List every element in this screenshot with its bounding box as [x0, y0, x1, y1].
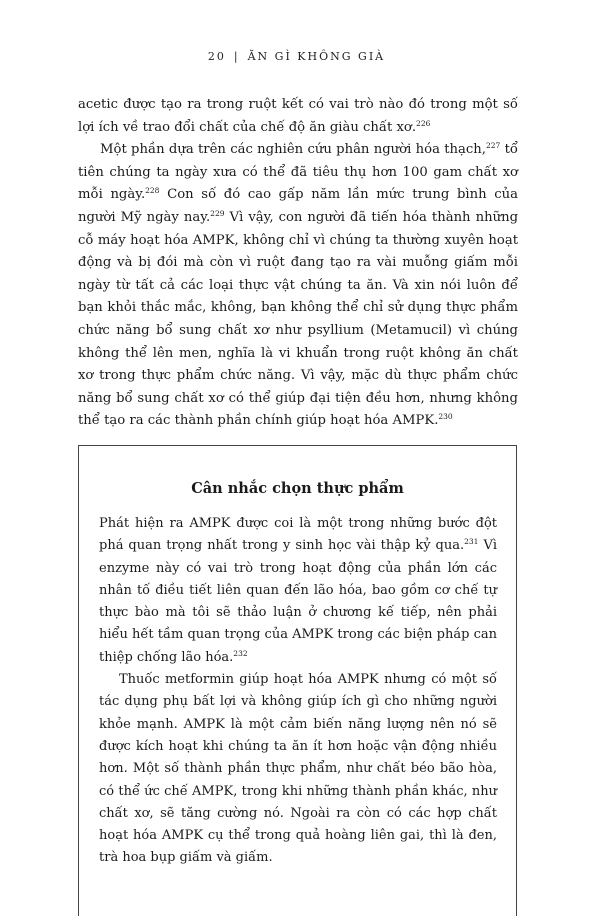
box-title: Cân nhắc chọn thực phẩm [191, 480, 404, 497]
header-separator: | [233, 50, 240, 63]
footnote-ref: 231 [464, 537, 479, 547]
paragraph-text: Con số đó cao gấp năm lần mức trung bình của người Mỹ ngày nay. [78, 187, 518, 225]
footnote-ref: 226 [416, 118, 431, 128]
paragraph-text: Một phần dựa trên các nghiên cứu phân người hóa thạch, [100, 142, 486, 158]
box-body [99, 513, 497, 870]
paragraph-text: Phát hiện ra AMPK được coi là một trong những bước đột phá quan trọng nhất trong y sinh học vài thập kỷ qua. [99, 516, 497, 554]
book-title: ĂN GÌ KHÔNG GIÀ [247, 50, 386, 63]
footnote-ref: 227 [485, 141, 501, 151]
paragraph [78, 94, 518, 139]
main-text [78, 94, 518, 433]
paragraph-text: Vì vậy, con người đã tiến hóa thành những cỗ máy hoạt hóa AMPK, không chỉ vì chúng ta thường xuyên hoạt động và bị đói mà còn vì ruột đang tạo ra vài muỗng giấm mỗi ngày từ tất cả các loại thực vật chúng ta ăn. Và xin nói luôn để bạn khỏi thắc mắc, không, bạn không thể chỉ sử dụng thực phẩm chức năng bổ sung chất xơ như psyllium (Metamucil) vì chúng không thể lên men, nghĩa là vi khuẩn trong ruột không ăn chất xơ trong thực phẩm chức năng. Vì vậy, mặc dù thực phẩm chức năng bổ sung chất xơ có thể giúp đại tiện đều hơn, nhưng không thể tạo ra các thành phần chính giúp hoạt hóa AMPK. [78, 209, 519, 429]
paragraph-text: Vì enzyme này có vai trò trong hoạt động của phần lớn các nhân tố điều tiết liên quan đến lão hóa, bao gồm cơ chế tự thực bào mà tôi sẽ thảo luận ở chương kế tiếp, nên phải hiểu hết tầm quan trọng của AMPK trong các biện pháp can thiệp chống lão hóa. [99, 538, 497, 665]
paragraph-text: acetic được tạo ra trong ruột kết có vai trò nào đó trong một số lợi ích về trao đổi chất của chế độ ăn giàu chất xơ. [78, 97, 518, 135]
footnote-ref: 228 [145, 186, 160, 196]
paragraph-text: tổ tiên chúng ta ngày xưa có thể đã tiêu thụ hơn 100 gam chất xơ mỗi ngày. [78, 142, 518, 203]
footnote-ref: 229 [210, 208, 225, 218]
paragraph [99, 513, 497, 669]
footnote-ref: 230 [438, 412, 453, 422]
footnote-ref: 232 [233, 648, 248, 658]
page-number: 20 [207, 50, 226, 63]
running-head [0, 50, 593, 63]
paragraph: Thuốc metformin giúp hoạt hóa AMPK nhưng có một số tác dụng phụ bất lợi và không giúp ích gì cho những người khỏe mạnh. AMPK là một cảm biến năng lượng nên nó sẽ được kích hoạt khi chúng ta ăn ít hơn hoặc vận động nhiều hơn. Một số thành phần thực phẩm, như chất béo bão hòa, có thể ức chế AMPK, trong khi những thành phần khác, như chất xơ, sẽ tăng cường nó. Ngoài ra còn có các hợp chất hoạt hóa AMPK cụ thể trong quả hoàng liên gai, thì là đen, trà hoa bụp giấm và giấm. [99, 672, 497, 866]
paragraph [78, 139, 518, 433]
sidebar-box [78, 445, 517, 916]
